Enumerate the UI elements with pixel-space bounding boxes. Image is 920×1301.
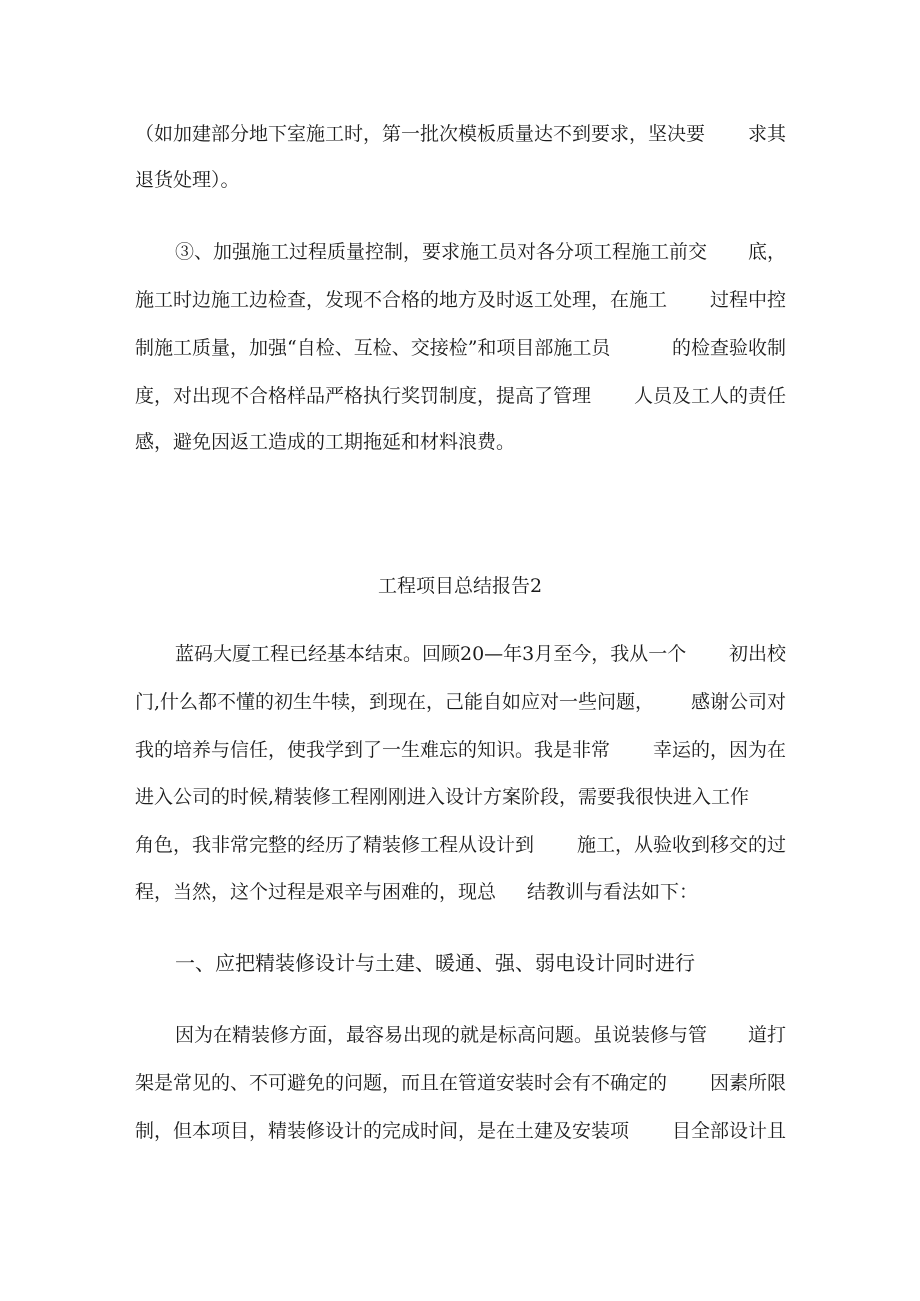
text-segment: （如加建部分地下室施工时，第一批次模板质量达不到要求，坚决要 xyxy=(135,123,706,145)
text-segment: 因素所限 xyxy=(709,1072,786,1094)
text-segment: 初出校 xyxy=(728,643,786,665)
text-segment: 感谢公司对 xyxy=(690,691,786,713)
text-segment: 门,什么都不懂的初生牛犊，到现在，己能自如应对一些问题， xyxy=(135,691,655,713)
text-segment: 人员及工人的责任 xyxy=(633,385,786,407)
text-segment: 施工，从验收到移交的过 xyxy=(576,834,786,856)
text-segment: 我的培养与信任，使我学到了一生难忘的知识。我是非常 xyxy=(135,739,611,761)
text-segment: 施工时边施工边检查，发现不合格的地方及时返工处理，在施工 xyxy=(135,289,668,311)
text-segment: 制，但本项目，精装修设计的完成时间，是在土建及安装项 xyxy=(135,1120,630,1142)
text-segment: 进入公司的时候,精装修工程刚刚进入设计方案阶段，需要我很快进入工作 xyxy=(135,786,750,808)
text-segment: 退货处理）。 xyxy=(135,169,240,191)
text-segment: 目全部设计且 xyxy=(671,1120,786,1142)
text-segment: 幸运的，因为在 xyxy=(652,739,786,761)
report-title: 工程项目总结报告2 xyxy=(377,575,543,597)
text-segment: 感，避免因返工造成的工期拖延和材料浪费。 xyxy=(135,431,516,453)
text-segment: 道打 xyxy=(747,1024,786,1046)
text-segment: 制施工质量，加强“自检、互检、交接检”和项目部施工员 xyxy=(135,337,611,359)
text-segment: 结教训与看法如下： xyxy=(526,881,698,903)
text-segment: 度，对出现不合格样品严格执行奖罚制度，提高了管理 xyxy=(135,385,592,407)
text-segment: 过程中控 xyxy=(709,289,786,311)
section-heading-text: 一、应把精装修设计与土建、暖通、强、弱电设计同时进行 xyxy=(175,951,695,975)
text-segment: 底， xyxy=(747,241,786,263)
text-segment: ③、加强施工过程质量控制，要求施工员对各分项工程施工前交 xyxy=(175,241,708,263)
text-segment: 蓝码大厦工程已经基本结束。回顾20—年3月至今，我从一个 xyxy=(175,643,687,665)
text-segment: 架是常见的、不可避免的问题，而且在管道安装时会有不确定的 xyxy=(135,1072,668,1094)
text-segment: 因为在精装修方面，最容易出现的就是标高问题。虽说装修与管 xyxy=(175,1024,708,1046)
text-segment: 程，当然，这个过程是艰辛与困难的，现总 xyxy=(135,881,497,903)
text-segment: 求其 xyxy=(747,123,786,145)
text-segment: 角色，我非常完整的经历了精装修工程从设计到 xyxy=(135,834,535,856)
text-segment: 的检查验收制 xyxy=(671,337,786,359)
